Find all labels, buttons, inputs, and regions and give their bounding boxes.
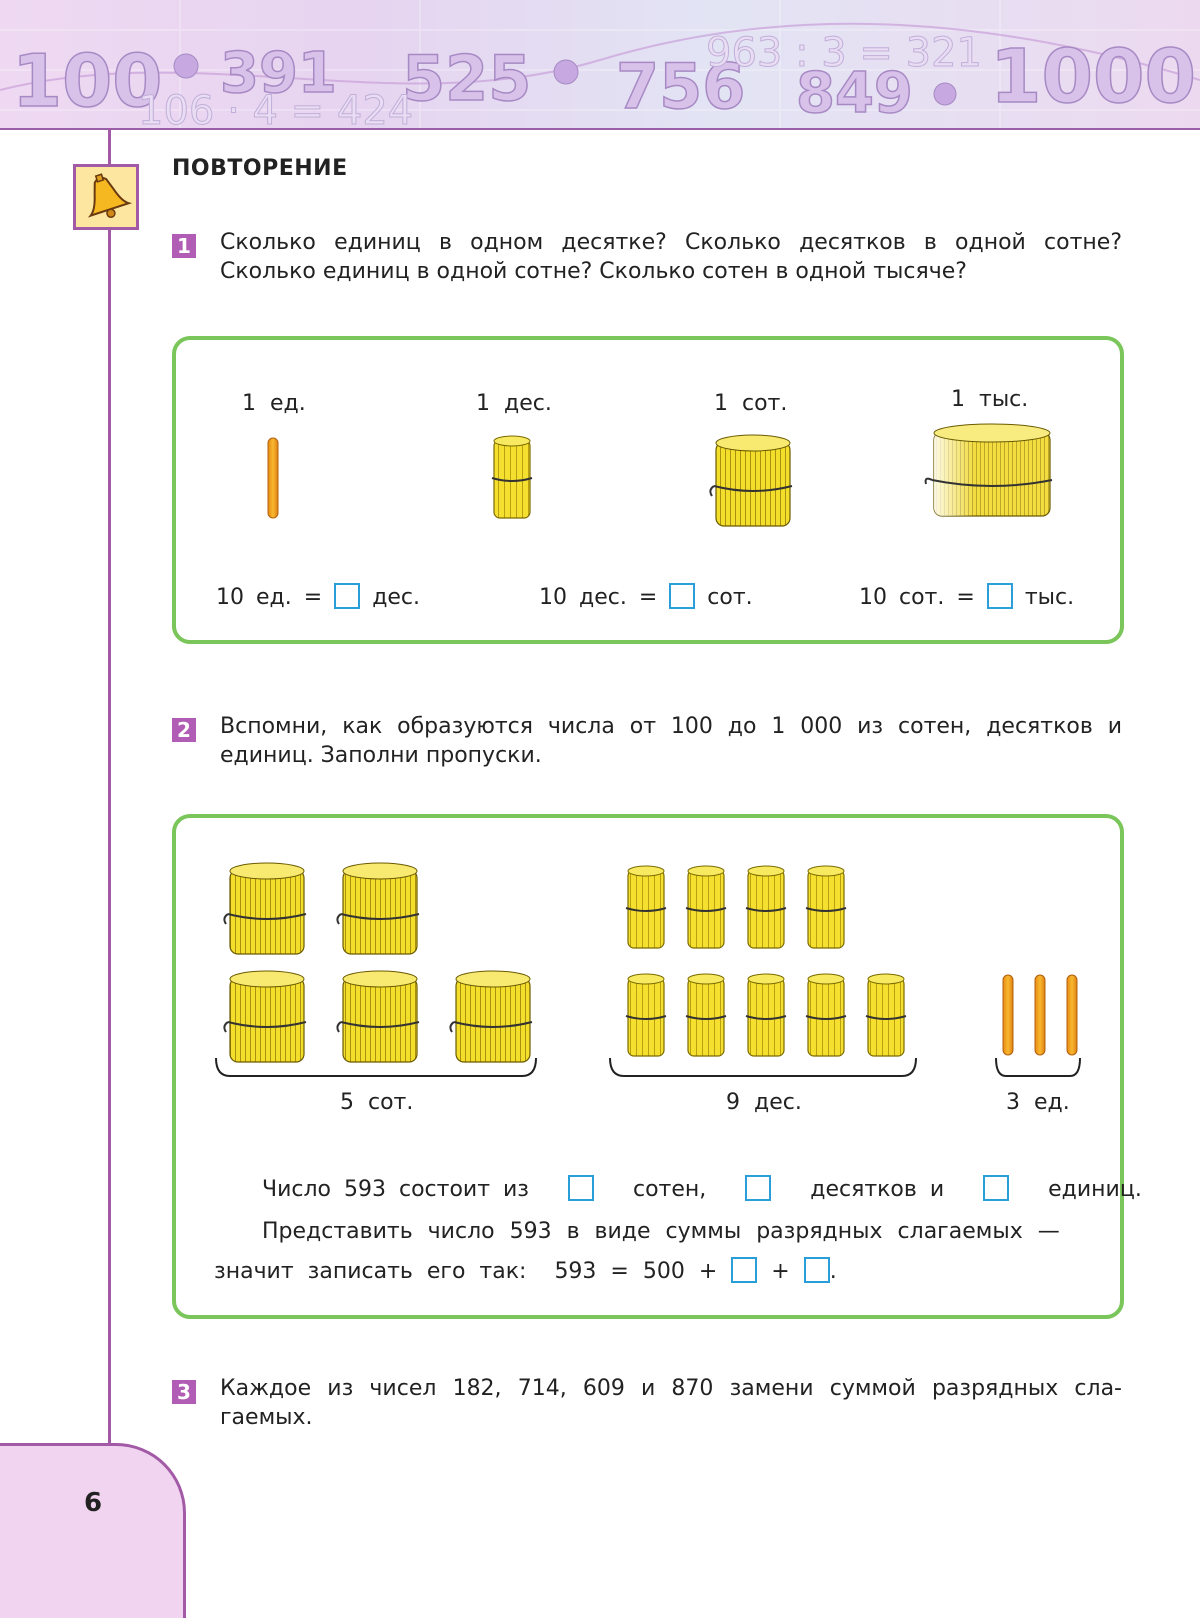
tens-count-label: 9 дес. (726, 1090, 802, 1115)
ten-bundle (746, 866, 786, 948)
hundred-bundle (337, 863, 419, 954)
ones-blank[interactable] (983, 1175, 1009, 1201)
ones-sum-blank[interactable] (804, 1257, 830, 1283)
decor-number: 391 (220, 41, 337, 106)
unit-label-ones: 1 ед. (242, 391, 306, 416)
composition-sentence: Число 593 состоит из сотен, десятков и единиц. (262, 1177, 1142, 1202)
unit-label-thousands: 1 тыс. (951, 387, 1029, 412)
ones-brace (996, 1058, 1080, 1076)
page-number: 6 (84, 1488, 103, 1518)
tens-blank[interactable] (745, 1175, 771, 1201)
task1-line: Сколько единиц в одной сотне? Сколько сотен в одной тысяче? (220, 259, 967, 284)
one-stick (1067, 975, 1077, 1055)
ones-group (1003, 975, 1077, 1055)
task3-line: гаемых. (220, 1405, 313, 1430)
ten-bundle (746, 974, 786, 1056)
one-stick (1035, 975, 1045, 1055)
ten-bundle (626, 974, 666, 1056)
ten-bundle (866, 974, 906, 1056)
tens-sum-blank[interactable] (731, 1257, 757, 1283)
decor-number: 100 (12, 39, 163, 123)
decor-equation: 106 · 4 = 424 (138, 88, 414, 128)
hundred-bundle (337, 971, 419, 1062)
ten-bundle (686, 866, 726, 948)
task-number-badge: 1 (172, 234, 196, 258)
hundred-bundle (224, 863, 306, 954)
decor-number: 1000 (990, 34, 1196, 120)
decor-number: 525 (402, 42, 532, 115)
tens-group (626, 866, 906, 1056)
section-title: ПОВТОРЕНИЕ (172, 156, 348, 181)
ones-count-label: 3 ед. (1006, 1090, 1070, 1115)
one-stick (1003, 975, 1013, 1055)
sum-sentence-line2: значит записать его так: 593 = 500 + + . (214, 1259, 837, 1284)
unit-label-hundreds: 1 сот. (714, 391, 788, 416)
decor-number: 849 (796, 61, 913, 126)
decor-number: 756 (616, 50, 746, 123)
task2-line: единиц. Заполни пропуски. (220, 743, 542, 768)
tens-brace (610, 1058, 916, 1076)
task1-line: Сколько единиц в одном десятке? Сколько десятков в одной сотне? (220, 230, 1122, 255)
task-number-badge: 2 (172, 718, 196, 742)
ten-bundle (686, 974, 726, 1056)
hundreds-count-label: 5 сот. (340, 1090, 414, 1115)
hundred-bundle (450, 971, 532, 1062)
ten-bundle (806, 974, 846, 1056)
task3-line: Каждое из чисел 182, 714, 609 и 870 замени суммой разрядных сла- (220, 1376, 1122, 1401)
decor-equation: 963 : 3 = 321 (706, 30, 982, 76)
unit-label-tens: 1 дес. (476, 391, 552, 416)
ten-bundle (626, 866, 666, 948)
equation-ones-tens: 10 ед. = дес. (216, 585, 421, 610)
equation-tens-hundreds: 10 дес. = сот. (539, 585, 753, 610)
task3-text (220, 1374, 1122, 1432)
sum-sentence-line1: Представить число 593 в виде суммы разрядных слагаемых — (262, 1219, 1060, 1244)
page-number-tab (0, 1443, 186, 1618)
hundreds-blank[interactable] (568, 1175, 594, 1201)
hundreds-group (224, 863, 532, 1062)
hundred-bundle (224, 971, 306, 1062)
task-number-badge: 3 (172, 1380, 196, 1404)
ten-bundle (806, 866, 846, 948)
equation-hundreds-thousands: 10 сот. = тыс. (859, 585, 1075, 610)
task2-line: Вспомни, как образуются числа от 100 до 1 000 из сотен, десятков и (220, 714, 1122, 739)
